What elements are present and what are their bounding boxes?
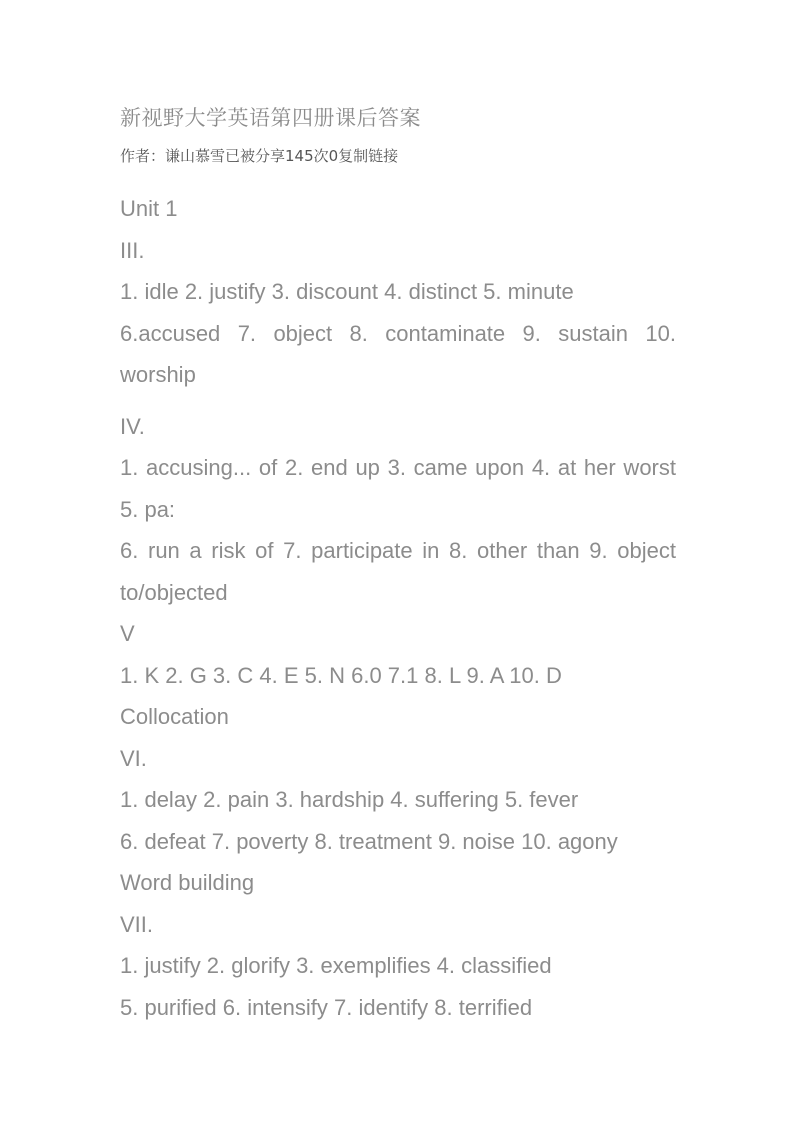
section-vi-answers-line-1: 1. delay 2. pain 3. hardship 4. suffering 5. fever (120, 787, 579, 812)
section-iv-answers-line-1: 1. accusing... of 2. end up 3. came upon 4. at her worst 5. pa: (120, 455, 676, 522)
collocation-heading: Collocation (120, 704, 229, 729)
unit-heading: Unit 1 (120, 196, 178, 221)
answer-body (120, 188, 676, 1028)
section-heading-vi: VI. (120, 745, 147, 771)
word-building-heading: Word building (120, 870, 255, 895)
section-heading-iv: IV. (120, 413, 145, 439)
paragraph-gap (120, 396, 676, 406)
section-vii-answers-line-2: 5. purified 6. intensify 7. identify 8. terrified (120, 994, 533, 1020)
section-vii-answers-line-1: 1. justify 2. glorify 3. exemplifies 4. classified (120, 953, 552, 978)
section-vi-answers-line-2: 6. defeat 7. poverty 8. treatment 9. noise 10. agony (120, 828, 618, 854)
author-share-info: 作者：谦山慕雪已被分享145次0复制链接 (120, 147, 399, 165)
section-heading-v: V (120, 621, 135, 646)
document-title: 新视野大学英语第四册课后答案 (120, 106, 421, 130)
section-heading-vii: VII. (120, 911, 154, 937)
section-heading-iii: III. (120, 237, 145, 263)
section-iii-answers-line-1: 1. idle 2. justify 3. discount 4. distinct 5. minute (120, 279, 574, 304)
document-content (120, 100, 676, 1028)
section-iv-answers-line-2: 6. run a risk of 7. participate in 8. other than 9. object to/objected (120, 538, 676, 605)
section-iii-answers-line-2: 6.accused 7. object 8. contaminate 9. sustain 10. worship (120, 320, 676, 387)
section-v-answers-line-1: 1. K 2. G 3. C 4. E 5. N 6.0 7.1 8. L 9. A 10. D (120, 662, 562, 688)
